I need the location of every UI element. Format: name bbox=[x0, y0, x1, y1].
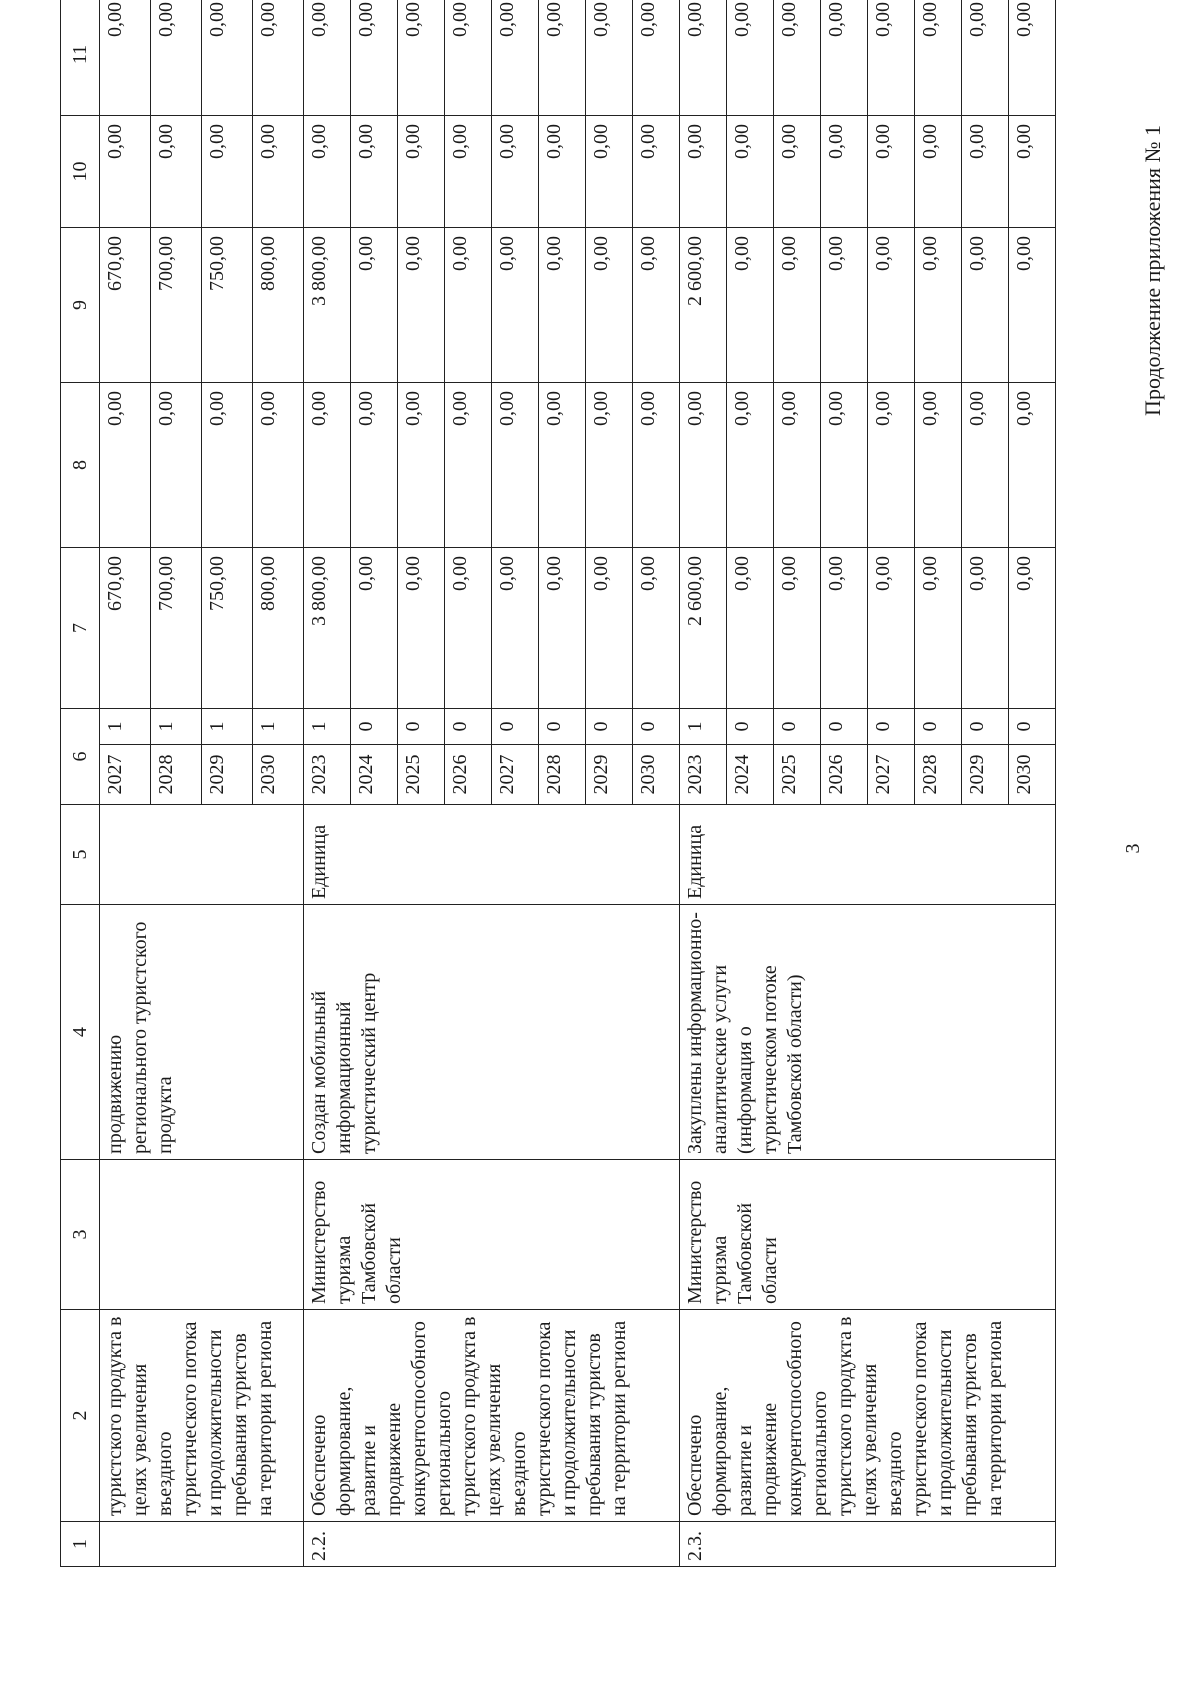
header-cell: 10 bbox=[61, 116, 100, 228]
amount-cell: 0,00 bbox=[586, 548, 633, 709]
amount-cell: 0,00 bbox=[151, 116, 202, 228]
amount-cell: 0,00 bbox=[445, 0, 492, 116]
year-cell: 2026 bbox=[445, 745, 492, 805]
amount-cell: 0,00 bbox=[1009, 383, 1056, 548]
amount-cell: 0,00 bbox=[962, 0, 1009, 116]
count-cell: 0 bbox=[398, 709, 445, 745]
amount-cell: 3 800,00 bbox=[304, 548, 351, 709]
amount-cell: 0,00 bbox=[492, 383, 539, 548]
header-cell: 6 bbox=[61, 709, 100, 805]
amount-cell: 0,00 bbox=[821, 0, 868, 116]
result-cell: Создан мобильный информационный туристический центр bbox=[304, 905, 680, 1160]
amount-cell: 2 600,00 bbox=[680, 228, 727, 383]
header-cell: 7 bbox=[61, 548, 100, 709]
amount-cell: 0,00 bbox=[398, 548, 445, 709]
amount-cell: 0,00 bbox=[821, 548, 868, 709]
page-number: 3 bbox=[1122, 843, 1144, 854]
amount-cell: 0,00 bbox=[915, 116, 962, 228]
task-cell: Обеспечено формирование, развитие и продвижение конкурентоспособного регионального туристского продукта в целях увеличения въездного туристического потока и продолжительности пребывания туристов на территории региона bbox=[304, 1310, 680, 1522]
amount-cell: 0,00 bbox=[633, 0, 680, 116]
row-number-cell bbox=[100, 1522, 304, 1567]
header-row bbox=[61, 0, 100, 1567]
year-cell: 2030 bbox=[1009, 745, 1056, 805]
year-cell: 2024 bbox=[727, 745, 774, 805]
amount-cell: 670,00 bbox=[100, 548, 151, 709]
year-cell: 2030 bbox=[253, 745, 304, 805]
count-cell: 0 bbox=[1009, 709, 1056, 745]
executor-cell: Министерство туризма Тамбовской области bbox=[304, 1160, 680, 1310]
amount-cell: 0,00 bbox=[633, 548, 680, 709]
year-cell: 2025 bbox=[398, 745, 445, 805]
amount-cell: 0,00 bbox=[539, 0, 586, 116]
year-cell: 2029 bbox=[962, 745, 1009, 805]
amount-cell: 0,00 bbox=[868, 228, 915, 383]
amount-cell: 750,00 bbox=[202, 548, 253, 709]
amount-cell: 0,00 bbox=[915, 548, 962, 709]
year-cell: 2029 bbox=[202, 745, 253, 805]
amount-cell: 3 800,00 bbox=[304, 228, 351, 383]
year-cell: 2028 bbox=[151, 745, 202, 805]
amount-cell: 700,00 bbox=[151, 228, 202, 383]
amount-cell: 0,00 bbox=[915, 0, 962, 116]
amount-cell: 0,00 bbox=[351, 0, 398, 116]
amount-cell: 0,00 bbox=[1009, 228, 1056, 383]
amount-cell: 700,00 bbox=[151, 548, 202, 709]
header-cell: 4 bbox=[61, 905, 100, 1160]
count-cell: 0 bbox=[539, 709, 586, 745]
amount-cell: 0,00 bbox=[1009, 116, 1056, 228]
amount-cell: 0,00 bbox=[304, 116, 351, 228]
amount-cell: 0,00 bbox=[100, 0, 151, 116]
amount-cell: 0,00 bbox=[915, 228, 962, 383]
amount-cell: 0,00 bbox=[868, 116, 915, 228]
year-cell: 2027 bbox=[868, 745, 915, 805]
amount-cell: 0,00 bbox=[492, 116, 539, 228]
amount-cell: 0,00 bbox=[539, 116, 586, 228]
amount-cell: 800,00 bbox=[253, 228, 304, 383]
amount-cell: 0,00 bbox=[445, 116, 492, 228]
amount-cell: 0,00 bbox=[445, 228, 492, 383]
year-cell: 2023 bbox=[304, 745, 351, 805]
amount-cell: 0,00 bbox=[727, 116, 774, 228]
task-cell: Обеспечено формирование, развитие и продвижение конкурентоспособного регионального туристского продукта в целях увеличения въездного туристического потока и продолжительности пребывания туристов на территории региона bbox=[680, 1310, 1056, 1522]
amount-cell: 0,00 bbox=[680, 383, 727, 548]
table-row bbox=[100, 0, 151, 1567]
amount-cell: 0,00 bbox=[774, 228, 821, 383]
executor-cell: Министерство туризма Тамбовской области bbox=[680, 1160, 1056, 1310]
amount-cell: 0,00 bbox=[351, 383, 398, 548]
amount-cell: 0,00 bbox=[586, 228, 633, 383]
amount-cell: 0,00 bbox=[727, 0, 774, 116]
amount-cell: 0,00 bbox=[1009, 548, 1056, 709]
result-cell: продвижению регионального туристского продукта bbox=[100, 905, 304, 1160]
count-cell: 1 bbox=[202, 709, 253, 745]
count-cell: 0 bbox=[727, 709, 774, 745]
amount-cell: 2 600,00 bbox=[680, 548, 727, 709]
amount-cell: 0,00 bbox=[539, 548, 586, 709]
year-cell: 2028 bbox=[915, 745, 962, 805]
executor-cell bbox=[100, 1160, 304, 1310]
amount-cell: 0,00 bbox=[253, 116, 304, 228]
amount-cell: 0,00 bbox=[774, 383, 821, 548]
amount-cell: 0,00 bbox=[492, 228, 539, 383]
header-cell: 1 bbox=[61, 1522, 100, 1567]
amount-cell: 0,00 bbox=[633, 383, 680, 548]
amount-cell: 0,00 bbox=[821, 228, 868, 383]
header-cell: 9 bbox=[61, 228, 100, 383]
count-cell: 1 bbox=[100, 709, 151, 745]
amount-cell: 0,00 bbox=[727, 228, 774, 383]
amount-cell: 0,00 bbox=[151, 0, 202, 116]
count-cell: 1 bbox=[680, 709, 727, 745]
year-cell: 2028 bbox=[539, 745, 586, 805]
amount-cell: 0,00 bbox=[821, 116, 868, 228]
amount-cell: 0,00 bbox=[774, 0, 821, 116]
amount-cell: 0,00 bbox=[633, 116, 680, 228]
amount-cell: 0,00 bbox=[868, 548, 915, 709]
unit-cell: Единица bbox=[304, 805, 680, 905]
amount-cell: 0,00 bbox=[727, 548, 774, 709]
table-body bbox=[61, 0, 1056, 1567]
amount-cell: 0,00 bbox=[100, 116, 151, 228]
continuation-title: Продолжение приложения № 1 bbox=[1140, 125, 1165, 416]
amount-cell: 0,00 bbox=[492, 548, 539, 709]
year-cell: 2026 bbox=[821, 745, 868, 805]
amount-cell: 0,00 bbox=[962, 383, 1009, 548]
header-cell: 2 bbox=[61, 1310, 100, 1522]
year-cell: 2025 bbox=[774, 745, 821, 805]
amount-cell: 0,00 bbox=[774, 116, 821, 228]
count-cell: 0 bbox=[633, 709, 680, 745]
amount-cell: 0,00 bbox=[915, 383, 962, 548]
year-cell: 2027 bbox=[492, 745, 539, 805]
amount-cell: 0,00 bbox=[821, 383, 868, 548]
unit-cell bbox=[100, 805, 304, 905]
count-cell: 1 bbox=[253, 709, 304, 745]
year-cell: 2024 bbox=[351, 745, 398, 805]
count-cell: 0 bbox=[586, 709, 633, 745]
amount-cell: 0,00 bbox=[962, 116, 1009, 228]
amount-cell: 0,00 bbox=[1009, 0, 1056, 116]
header-cell: 8 bbox=[61, 383, 100, 548]
amount-cell: 0,00 bbox=[445, 383, 492, 548]
result-cell: Закуплены информационно-аналитические услуги (информация о туристическом потоке Тамбовской области) bbox=[680, 905, 1056, 1160]
header-cell: 3 bbox=[61, 1160, 100, 1310]
amount-cell: 0,00 bbox=[586, 0, 633, 116]
amount-cell: 0,00 bbox=[445, 548, 492, 709]
amount-cell: 0,00 bbox=[100, 383, 151, 548]
amount-cell: 0,00 bbox=[868, 383, 915, 548]
row-number-cell: 2.2. bbox=[304, 1522, 680, 1567]
amount-cell: 0,00 bbox=[680, 116, 727, 228]
amount-cell: 750,00 bbox=[202, 228, 253, 383]
amount-cell: 0,00 bbox=[304, 383, 351, 548]
amount-cell: 0,00 bbox=[304, 0, 351, 116]
count-cell: 0 bbox=[868, 709, 915, 745]
amount-cell: 0,00 bbox=[586, 383, 633, 548]
amount-cell: 0,00 bbox=[202, 0, 253, 116]
amount-cell: 0,00 bbox=[586, 116, 633, 228]
row-number-cell: 2.3. bbox=[680, 1522, 1056, 1567]
header-cell: 5 bbox=[61, 805, 100, 905]
amount-cell: 800,00 bbox=[253, 548, 304, 709]
amount-cell: 0,00 bbox=[351, 116, 398, 228]
table-row bbox=[304, 0, 351, 1567]
amount-cell: 0,00 bbox=[253, 383, 304, 548]
task-cell: туристского продукта в целях увеличения въездного туристического потока и продолжительности пребывания туристов на территории региона bbox=[100, 1310, 304, 1522]
unit-cell: Единица bbox=[680, 805, 1056, 905]
amount-cell: 0,00 bbox=[727, 383, 774, 548]
amount-cell: 0,00 bbox=[539, 228, 586, 383]
count-cell: 0 bbox=[351, 709, 398, 745]
amount-cell: 0,00 bbox=[774, 548, 821, 709]
amount-cell: 0,00 bbox=[680, 0, 727, 116]
count-cell: 1 bbox=[151, 709, 202, 745]
amount-cell: 0,00 bbox=[351, 228, 398, 383]
data-table bbox=[60, 0, 1056, 1567]
amount-cell: 0,00 bbox=[539, 383, 586, 548]
count-cell: 0 bbox=[962, 709, 1009, 745]
amount-cell: 0,00 bbox=[398, 383, 445, 548]
amount-cell: 670,00 bbox=[100, 228, 151, 383]
amount-cell: 0,00 bbox=[868, 0, 915, 116]
amount-cell: 0,00 bbox=[398, 0, 445, 116]
count-cell: 1 bbox=[304, 709, 351, 745]
year-cell: 2030 bbox=[633, 745, 680, 805]
year-cell: 2029 bbox=[586, 745, 633, 805]
count-cell: 0 bbox=[492, 709, 539, 745]
amount-cell: 0,00 bbox=[398, 116, 445, 228]
year-cell: 2027 bbox=[100, 745, 151, 805]
amount-cell: 0,00 bbox=[492, 0, 539, 116]
amount-cell: 0,00 bbox=[151, 383, 202, 548]
amount-cell: 0,00 bbox=[202, 383, 253, 548]
amount-cell: 0,00 bbox=[398, 228, 445, 383]
amount-cell: 0,00 bbox=[962, 228, 1009, 383]
count-cell: 0 bbox=[445, 709, 492, 745]
table-row bbox=[680, 0, 727, 1567]
amount-cell: 0,00 bbox=[962, 548, 1009, 709]
count-cell: 0 bbox=[774, 709, 821, 745]
amount-cell: 0,00 bbox=[351, 548, 398, 709]
year-cell: 2023 bbox=[680, 745, 727, 805]
amount-cell: 0,00 bbox=[633, 228, 680, 383]
count-cell: 0 bbox=[821, 709, 868, 745]
header-cell: 11 bbox=[61, 0, 100, 116]
count-cell: 0 bbox=[915, 709, 962, 745]
amount-cell: 0,00 bbox=[202, 116, 253, 228]
amount-cell: 0,00 bbox=[253, 0, 304, 116]
